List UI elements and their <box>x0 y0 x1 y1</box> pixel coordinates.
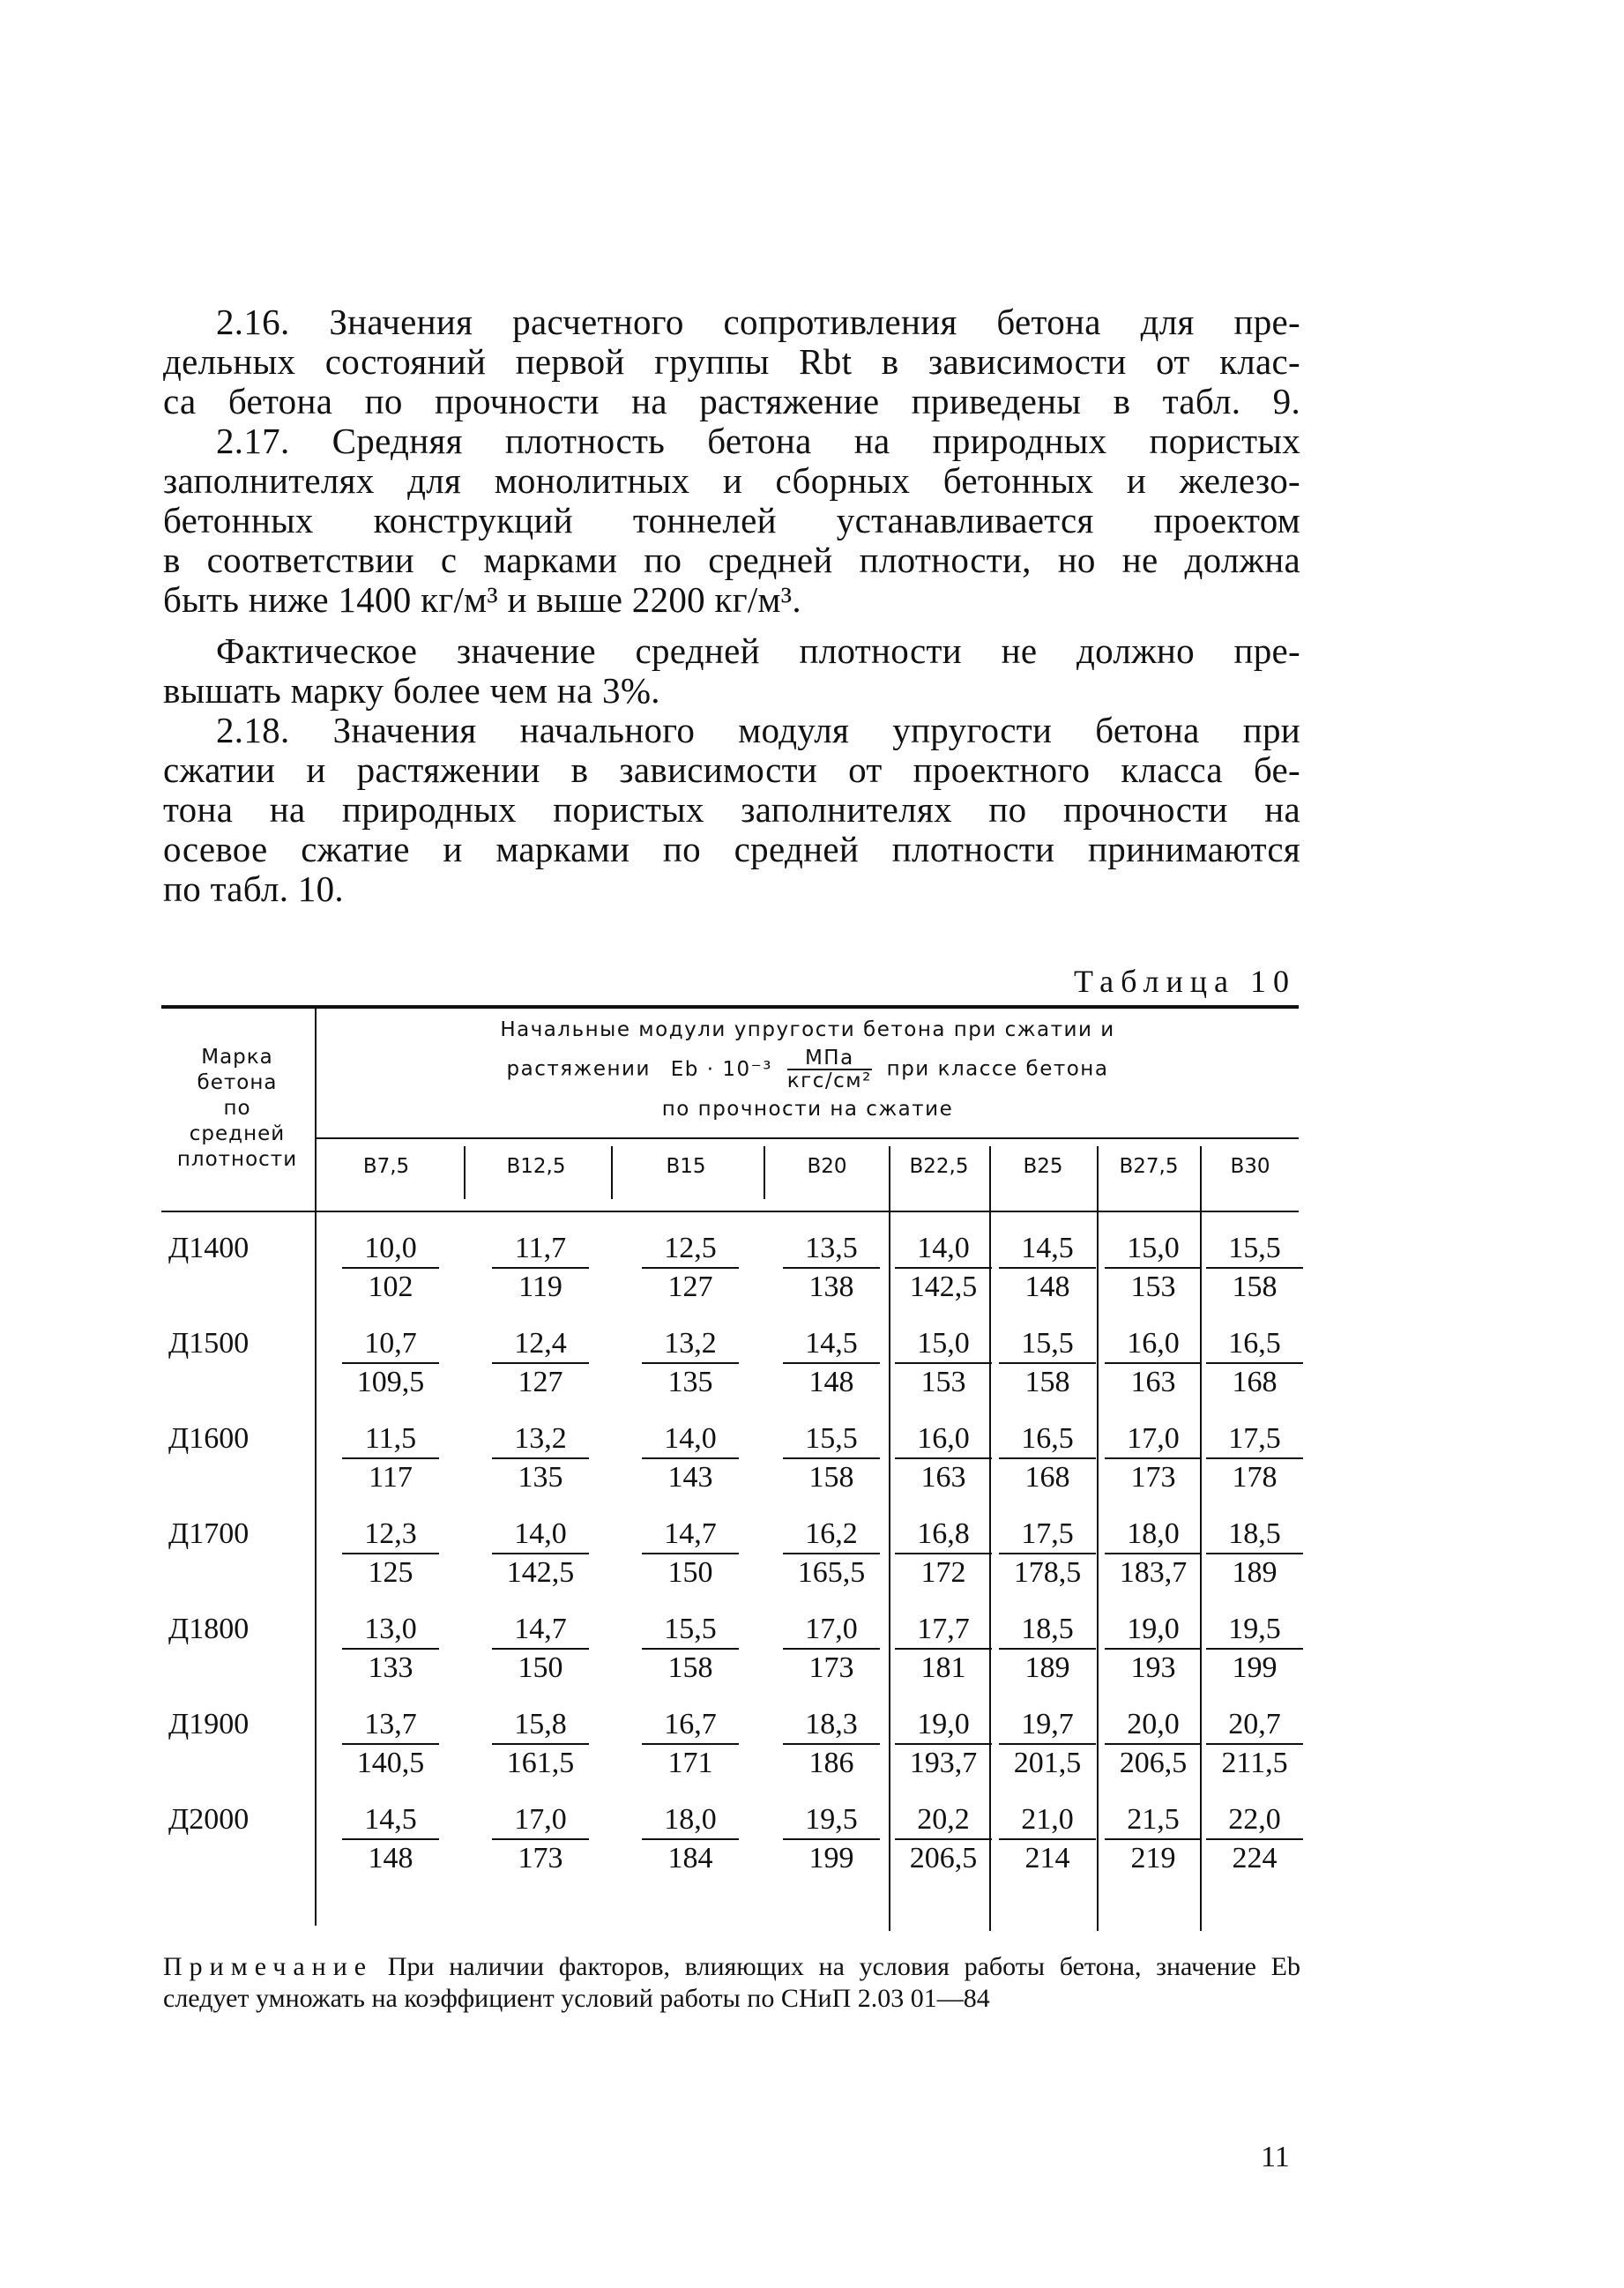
value-mpa: 10,0 <box>342 1232 439 1269</box>
value-kgf: 219 <box>1130 1842 1176 1874</box>
text-line: 2.16. Значения расчетного сопротивления бетона для пре- <box>216 302 1300 342</box>
value-kgf: 172 <box>920 1556 966 1589</box>
value-mpa: 14,0 <box>895 1232 992 1269</box>
value-mpa: 19,5 <box>783 1803 880 1840</box>
value-kgf: 181 <box>920 1651 966 1684</box>
value-mpa: 17,0 <box>492 1803 589 1840</box>
table-top-rule <box>161 1005 1299 1009</box>
header-line: бетона <box>197 1071 278 1094</box>
modulus-cell <box>642 1422 739 1494</box>
value-kgf: 143 <box>667 1461 713 1494</box>
class-header: B30 <box>1230 1155 1270 1178</box>
value-kgf: 199 <box>808 1842 854 1874</box>
header-line: средней <box>189 1122 286 1145</box>
column-divider <box>611 1146 613 1199</box>
note-text: При наличии факторов, влияющих на условия работы бетона, значение Eb следует умножать на коэффициент условий работы по СНиП 2.03 01—84 <box>163 1952 1301 2013</box>
text-line: 2.18. Значения начального модуля упругости бетона при <box>216 710 1300 750</box>
column-divider <box>464 1146 466 1199</box>
header-line: по прочности на сжатие <box>661 1098 954 1121</box>
modulus-cell <box>895 1327 992 1399</box>
density-grade-header <box>161 1045 313 1173</box>
value-kgf: 165,5 <box>797 1556 866 1589</box>
value-mpa: 15,5 <box>642 1613 739 1650</box>
value-kgf: 161,5 <box>506 1747 575 1779</box>
value-mpa: 19,7 <box>999 1708 1096 1745</box>
modulus-cell <box>492 1327 589 1399</box>
value-mpa: 15,5 <box>783 1422 880 1459</box>
row-label: Д1400 <box>168 1232 250 1264</box>
text-line: в соответствии с марками по средней плотности, но не должна <box>163 540 1300 580</box>
column-divider <box>889 1146 890 1931</box>
value-kgf: 142,5 <box>909 1271 978 1303</box>
value-mpa: 15,0 <box>895 1327 992 1364</box>
value-mpa: 20,0 <box>1105 1708 1202 1745</box>
text-line: Фактическое значение средней плотности не должно пре- <box>216 630 1300 671</box>
modulus-cell <box>895 1613 992 1685</box>
value-kgf: 127 <box>518 1366 563 1398</box>
modulus-cell <box>895 1232 992 1304</box>
modulus-cell <box>342 1803 439 1875</box>
modulus-cell <box>492 1708 589 1780</box>
value-kgf: 178 <box>1232 1461 1278 1494</box>
value-mpa: 18,3 <box>783 1708 880 1745</box>
modulus-header <box>318 1012 1297 1127</box>
class-header: B25 <box>1023 1155 1063 1178</box>
modulus-cell <box>999 1517 1096 1590</box>
class-header: B22,5 <box>909 1155 969 1178</box>
value-mpa: 14,5 <box>783 1327 880 1364</box>
value-mpa: 15,5 <box>1206 1232 1303 1269</box>
text-line: бетонных конструкций тоннелей устанавливается проектом <box>163 500 1300 540</box>
text-line: тона на природных пористых заполнителях по прочности на <box>163 789 1300 830</box>
value-mpa: 14,5 <box>999 1232 1096 1269</box>
value-kgf: 140,5 <box>356 1747 425 1779</box>
modulus-cell <box>1206 1422 1303 1494</box>
modulus-cell <box>492 1803 589 1875</box>
value-mpa: 19,0 <box>895 1708 992 1745</box>
modulus-cell <box>342 1613 439 1685</box>
value-kgf: 193 <box>1130 1651 1176 1684</box>
row-label: Д1900 <box>168 1708 250 1740</box>
value-mpa: 13,5 <box>783 1232 880 1269</box>
value-mpa: 17,7 <box>895 1613 992 1650</box>
value-kgf: 150 <box>667 1556 713 1589</box>
modulus-cell <box>999 1708 1096 1780</box>
modulus-cell <box>783 1327 880 1399</box>
modulus-cell <box>895 1708 992 1780</box>
value-kgf: 119 <box>518 1271 562 1303</box>
header-text: растяжении <box>506 1057 651 1081</box>
value-mpa: 12,5 <box>642 1232 739 1269</box>
value-kgf: 183,7 <box>1119 1556 1188 1589</box>
value-mpa: 16,0 <box>1105 1327 1202 1364</box>
value-mpa: 18,0 <box>1105 1517 1202 1554</box>
unit-fraction <box>787 1047 872 1092</box>
value-mpa: 17,5 <box>1206 1422 1303 1459</box>
header-text: при классе бетона <box>886 1057 1109 1081</box>
modulus-cell <box>1206 1613 1303 1685</box>
value-mpa: 21,0 <box>999 1803 1096 1840</box>
value-kgf: 224 <box>1232 1842 1278 1874</box>
value-kgf: 102 <box>368 1271 413 1303</box>
modulus-cell <box>783 1708 880 1780</box>
text-line: сжатии и растяжении в зависимости от проектного класса бе- <box>163 749 1300 790</box>
value-kgf: 135 <box>518 1461 563 1494</box>
text-line: быть ниже 1400 кг/м³ и выше 2200 кг/м³. <box>163 579 801 620</box>
value-mpa: 16,8 <box>895 1517 992 1554</box>
value-mpa: 16,2 <box>783 1517 880 1554</box>
value-kgf: 206,5 <box>1119 1747 1188 1779</box>
modulus-cell <box>642 1803 739 1875</box>
header-bottom-rule <box>161 1211 1299 1212</box>
value-kgf: 142,5 <box>506 1556 575 1589</box>
value-kgf: 189 <box>1024 1651 1070 1684</box>
value-mpa: 19,0 <box>1105 1613 1202 1650</box>
value-mpa: 18,5 <box>1206 1517 1303 1554</box>
modulus-cell <box>492 1517 589 1590</box>
value-mpa: 14,7 <box>642 1517 739 1554</box>
paragraph-density-note <box>163 631 1300 711</box>
paragraph-2-16 <box>163 302 1300 421</box>
class-header: B12,5 <box>506 1155 566 1178</box>
value-kgf: 158 <box>1232 1271 1278 1303</box>
value-kgf: 158 <box>667 1651 713 1684</box>
value-mpa: 13,7 <box>342 1708 439 1745</box>
value-kgf: 150 <box>518 1651 563 1684</box>
value-kgf: 153 <box>920 1366 966 1398</box>
modulus-cell <box>895 1517 992 1590</box>
modulus-cell <box>783 1803 880 1875</box>
value-kgf: 211,5 <box>1221 1747 1288 1779</box>
class-header: B15 <box>666 1155 706 1178</box>
value-kgf: 173 <box>1130 1461 1176 1494</box>
value-mpa: 14,5 <box>342 1803 439 1840</box>
text-line: дельных состояний первой группы Rbt в зависимости от клас- <box>163 341 1300 382</box>
modulus-cell <box>492 1422 589 1494</box>
class-header: B20 <box>807 1155 847 1178</box>
text-line: заполнителях для монолитных и сборных бетонных и железо- <box>163 460 1300 501</box>
row-label: Д1600 <box>168 1422 250 1455</box>
modulus-cell <box>1206 1708 1303 1780</box>
value-kgf: 189 <box>1232 1556 1278 1589</box>
modulus-cell <box>999 1613 1096 1685</box>
value-mpa: 12,4 <box>492 1327 589 1364</box>
value-mpa: 14,0 <box>642 1422 739 1459</box>
value-mpa: 15,5 <box>999 1327 1096 1364</box>
value-mpa: 13,0 <box>342 1613 439 1650</box>
modulus-cell <box>492 1232 589 1304</box>
value-mpa: 15,8 <box>492 1708 589 1745</box>
value-kgf: 168 <box>1024 1461 1070 1494</box>
modulus-cell <box>642 1708 739 1780</box>
unit-denominator: кгс/см² <box>786 1069 872 1092</box>
modulus-cell <box>895 1422 992 1494</box>
value-kgf: 186 <box>808 1747 854 1779</box>
modulus-cell <box>642 1232 739 1304</box>
modulus-cell <box>999 1803 1096 1875</box>
value-mpa: 18,0 <box>642 1803 739 1840</box>
text-line: вышать марку более чем на 3%. <box>163 670 660 711</box>
row-label: Д2000 <box>168 1803 250 1836</box>
paragraph-2-17 <box>163 421 1300 620</box>
modulus-cell <box>1105 1327 1202 1399</box>
modulus-cell <box>1206 1517 1303 1590</box>
value-kgf: 173 <box>518 1842 563 1874</box>
modulus-cell <box>999 1327 1096 1399</box>
modulus-cell <box>1105 1803 1202 1875</box>
modulus-cell <box>342 1422 439 1494</box>
value-kgf: 138 <box>808 1271 854 1303</box>
value-mpa: 14,0 <box>492 1517 589 1554</box>
modulus-symbol: Eb · 10⁻³ <box>670 1057 772 1081</box>
value-mpa: 19,5 <box>1206 1613 1303 1650</box>
text-line: осевое сжатие и марками по средней плотности принимаются <box>163 829 1300 869</box>
value-mpa: 16,5 <box>999 1422 1096 1459</box>
modulus-cell <box>999 1422 1096 1494</box>
modulus-cell <box>999 1232 1096 1304</box>
unit-numerator: МПа <box>787 1047 872 1070</box>
modulus-cell <box>1105 1422 1202 1494</box>
value-mpa: 16,7 <box>642 1708 739 1745</box>
modulus-cell <box>1105 1613 1202 1685</box>
column-divider <box>764 1146 765 1199</box>
value-kgf: 148 <box>808 1366 854 1398</box>
value-mpa: 20,7 <box>1206 1708 1303 1745</box>
value-kgf: 178,5 <box>1013 1556 1082 1589</box>
value-mpa: 20,2 <box>895 1803 992 1840</box>
text-line: 2.17. Средняя плотность бетона на природных пористых <box>216 421 1300 461</box>
value-mpa: 17,0 <box>783 1613 880 1650</box>
value-kgf: 206,5 <box>909 1842 978 1874</box>
class-header-rule <box>317 1137 1299 1139</box>
modulus-cell <box>342 1232 439 1304</box>
value-mpa: 13,2 <box>492 1422 589 1459</box>
modulus-cell <box>1105 1517 1202 1590</box>
modulus-cell <box>1206 1232 1303 1304</box>
modulus-cell <box>783 1613 880 1685</box>
value-mpa: 11,7 <box>492 1232 589 1269</box>
value-mpa: 11,5 <box>342 1422 439 1459</box>
value-kgf: 168 <box>1232 1366 1278 1398</box>
header-line: Начальные модули упругости бетона при сжатии и <box>500 1018 1115 1041</box>
table-note <box>163 1951 1300 2015</box>
value-mpa: 18,5 <box>999 1613 1096 1650</box>
text-line: са бетона по прочности на растяжение приведены в табл. 9. <box>163 381 1300 421</box>
value-mpa: 16,0 <box>895 1422 992 1459</box>
row-label: Д1500 <box>168 1327 250 1360</box>
modulus-cell <box>342 1327 439 1399</box>
value-mpa: 14,7 <box>492 1613 589 1650</box>
value-kgf: 214 <box>1024 1842 1070 1874</box>
modulus-cell <box>783 1517 880 1590</box>
page-number: 11 <box>1261 2141 1290 2173</box>
text-line: по табл. 10. <box>163 868 344 909</box>
paragraph-2-18 <box>163 711 1300 909</box>
value-kgf: 133 <box>368 1651 413 1684</box>
modulus-cell <box>642 1327 739 1399</box>
value-kgf: 158 <box>808 1461 854 1494</box>
class-header: B27,5 <box>1119 1155 1179 1178</box>
value-mpa: 15,0 <box>1105 1232 1202 1269</box>
modulus-cell <box>895 1803 992 1875</box>
header-line <box>318 1047 1297 1092</box>
value-kgf: 117 <box>369 1461 413 1494</box>
value-kgf: 171 <box>667 1747 713 1779</box>
class-header: B7,5 <box>362 1155 410 1178</box>
modulus-cell <box>342 1708 439 1780</box>
modulus-cell <box>1105 1708 1202 1780</box>
row-label: Д1800 <box>168 1613 250 1645</box>
value-kgf: 109,5 <box>356 1366 425 1398</box>
note-label: Примечание <box>163 1952 374 1981</box>
value-kgf: 127 <box>667 1271 713 1303</box>
header-line: по <box>223 1097 251 1120</box>
row-label: Д1700 <box>168 1517 250 1550</box>
value-mpa: 21,5 <box>1105 1803 1202 1840</box>
value-mpa: 13,2 <box>642 1327 739 1364</box>
header-line: Марка <box>201 1046 273 1069</box>
modulus-cell <box>642 1613 739 1685</box>
modulus-cell <box>783 1422 880 1494</box>
value-kgf: 199 <box>1232 1651 1278 1684</box>
value-kgf: 163 <box>920 1461 966 1494</box>
modulus-cell <box>492 1613 589 1685</box>
header-line: плотности <box>176 1148 298 1171</box>
value-kgf: 173 <box>808 1651 854 1684</box>
modulus-cell <box>1206 1803 1303 1875</box>
modulus-table <box>161 1005 1299 1931</box>
value-kgf: 153 <box>1130 1271 1176 1303</box>
value-kgf: 163 <box>1130 1366 1176 1398</box>
modulus-cell <box>1105 1232 1202 1304</box>
modulus-cell <box>642 1517 739 1590</box>
column-divider <box>1097 1146 1099 1931</box>
value-mpa: 10,7 <box>342 1327 439 1364</box>
value-kgf: 125 <box>368 1556 413 1589</box>
modulus-cell <box>342 1517 439 1590</box>
value-mpa: 17,0 <box>1105 1422 1202 1459</box>
stub-column-divider <box>315 1009 317 1926</box>
value-mpa: 16,5 <box>1206 1327 1303 1364</box>
value-kgf: 193,7 <box>909 1747 978 1779</box>
table-caption: Таблица 10 <box>1074 964 1296 999</box>
value-kgf: 148 <box>368 1842 413 1874</box>
value-kgf: 201,5 <box>1013 1747 1082 1779</box>
value-kgf: 184 <box>667 1842 713 1874</box>
modulus-cell <box>783 1232 880 1304</box>
value-kgf: 158 <box>1024 1366 1070 1398</box>
modulus-cell <box>1206 1327 1303 1399</box>
value-kgf: 148 <box>1024 1271 1070 1303</box>
value-mpa: 17,5 <box>999 1517 1096 1554</box>
value-mpa: 12,3 <box>342 1517 439 1554</box>
value-mpa: 22,0 <box>1206 1803 1303 1840</box>
value-kgf: 135 <box>667 1366 713 1398</box>
